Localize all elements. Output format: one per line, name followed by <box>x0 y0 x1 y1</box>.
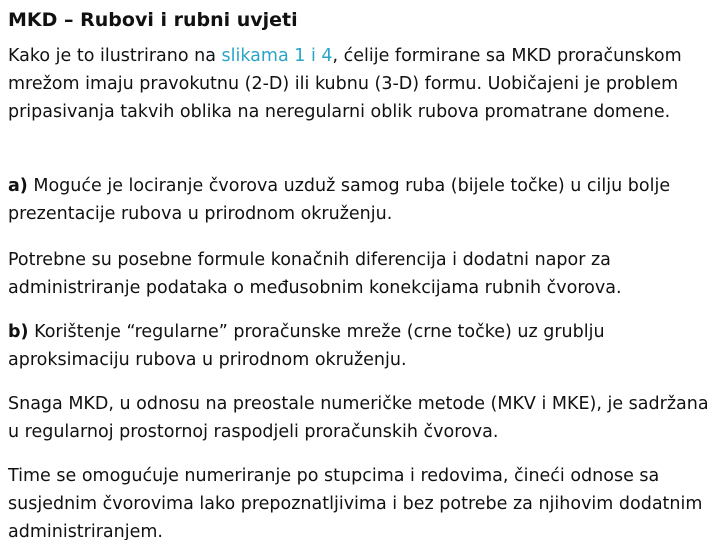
intro-text-before: Kako je to ilustrirano na <box>8 46 222 66</box>
option-a-text: Moguće je lociranje čvorova uzduž samog ruba (bijele točke) u cilju bolje prezentacije rubova u prirodnom okruženju. <box>8 176 671 224</box>
figure-reference-link[interactable]: slikama 1 i 4 <box>221 46 333 66</box>
paragraph-intro <box>8 42 712 126</box>
option-b-label: b) <box>8 322 29 342</box>
paragraph-option-a <box>8 172 712 228</box>
paragraph-formulas <box>8 246 712 302</box>
paragraph-numbering <box>8 462 712 540</box>
numbering-text: Time se omogućuje numeriranje po stupcima i redovima, čineći odnose sa susjednim čvorovima lako prepoznatljivima i bez potrebe za njihovim dodatnim administriranjem. <box>8 466 703 540</box>
paragraph-option-b <box>8 318 712 374</box>
option-a-label: a) <box>8 176 28 196</box>
strength-text: Snaga MKD, u odnosu na preostale numeričke metode (MKV i MKE), je sadržana u regularnoj prostornoj raspodjeli proračunskih čvorova. <box>8 394 709 442</box>
option-b-text: Korištenje “regularne” proračunske mreže (crne točke) uz grublju aproksimaciju rubova u prirodnom okruženju. <box>8 322 605 370</box>
formulas-text: Potrebne su posebne formule konačnih diferencija i dodatni napor za administriranje podataka o međusobnim konekcijama rubnih čvorova. <box>8 250 622 298</box>
paragraph-strength <box>8 390 712 446</box>
intro-text-after: , ćelije formirane sa MKD proračunskom mrežom imaju pravokutnu (2-D) ili kubnu (3-D) formu. Uobičajeni je problem pripasivanja takvih oblika na neregularni oblik rubova promatrane domene. <box>8 46 682 122</box>
slide-title: MKD – Rubovi i rubni uvjeti <box>8 9 298 31</box>
